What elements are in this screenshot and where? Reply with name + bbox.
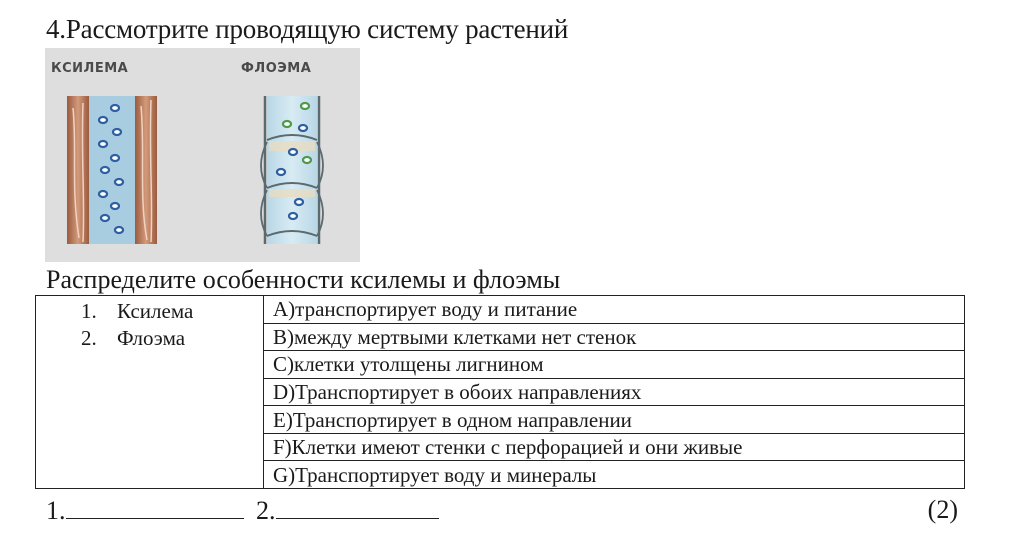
xylem-wall-left [67,96,89,244]
option-cell: С)клетки утолщены лигнином [264,351,965,379]
points: (2) [927,495,958,524]
matching-table [35,295,965,489]
phloem-label: ФЛОЭМА [241,61,312,76]
option-cell: D)Транспортирует в обоих направлениях [264,378,965,406]
answer-1-blank[interactable] [66,494,244,519]
answer-1: 1. [46,494,244,527]
option-cell: В)между мертвыми клетками нет стенок [264,323,965,351]
vessels-illustration [45,48,360,262]
task-subtitle: Распределите особенности ксилемы и флоэмы [46,265,561,294]
answer-2-blank[interactable] [276,494,439,519]
xylem-label: КСИЛЕМА [51,61,129,76]
option-cell: F)Клетки имеют стенки с перфорацией и они живые [264,433,965,461]
list-item: 2. Флоэма [81,326,186,350]
conducting-system-figure [45,48,360,262]
tissue-list-cell [36,296,264,489]
option-cell: G)Транспортирует воду и минералы [264,461,965,489]
task-title: 4.Рассмотрите проводящую систему растений [46,14,569,44]
xylem-wall-right [135,96,157,244]
xylem-lumen [89,96,135,244]
answer-2: 2. [256,494,439,527]
option-cell: Е)Транспортирует в одном направлении [264,406,965,434]
list-item: 1. Ксилема [81,299,194,323]
phloem-tube [267,96,317,244]
option-cell: А)транспортирует воду и питание [264,296,965,324]
